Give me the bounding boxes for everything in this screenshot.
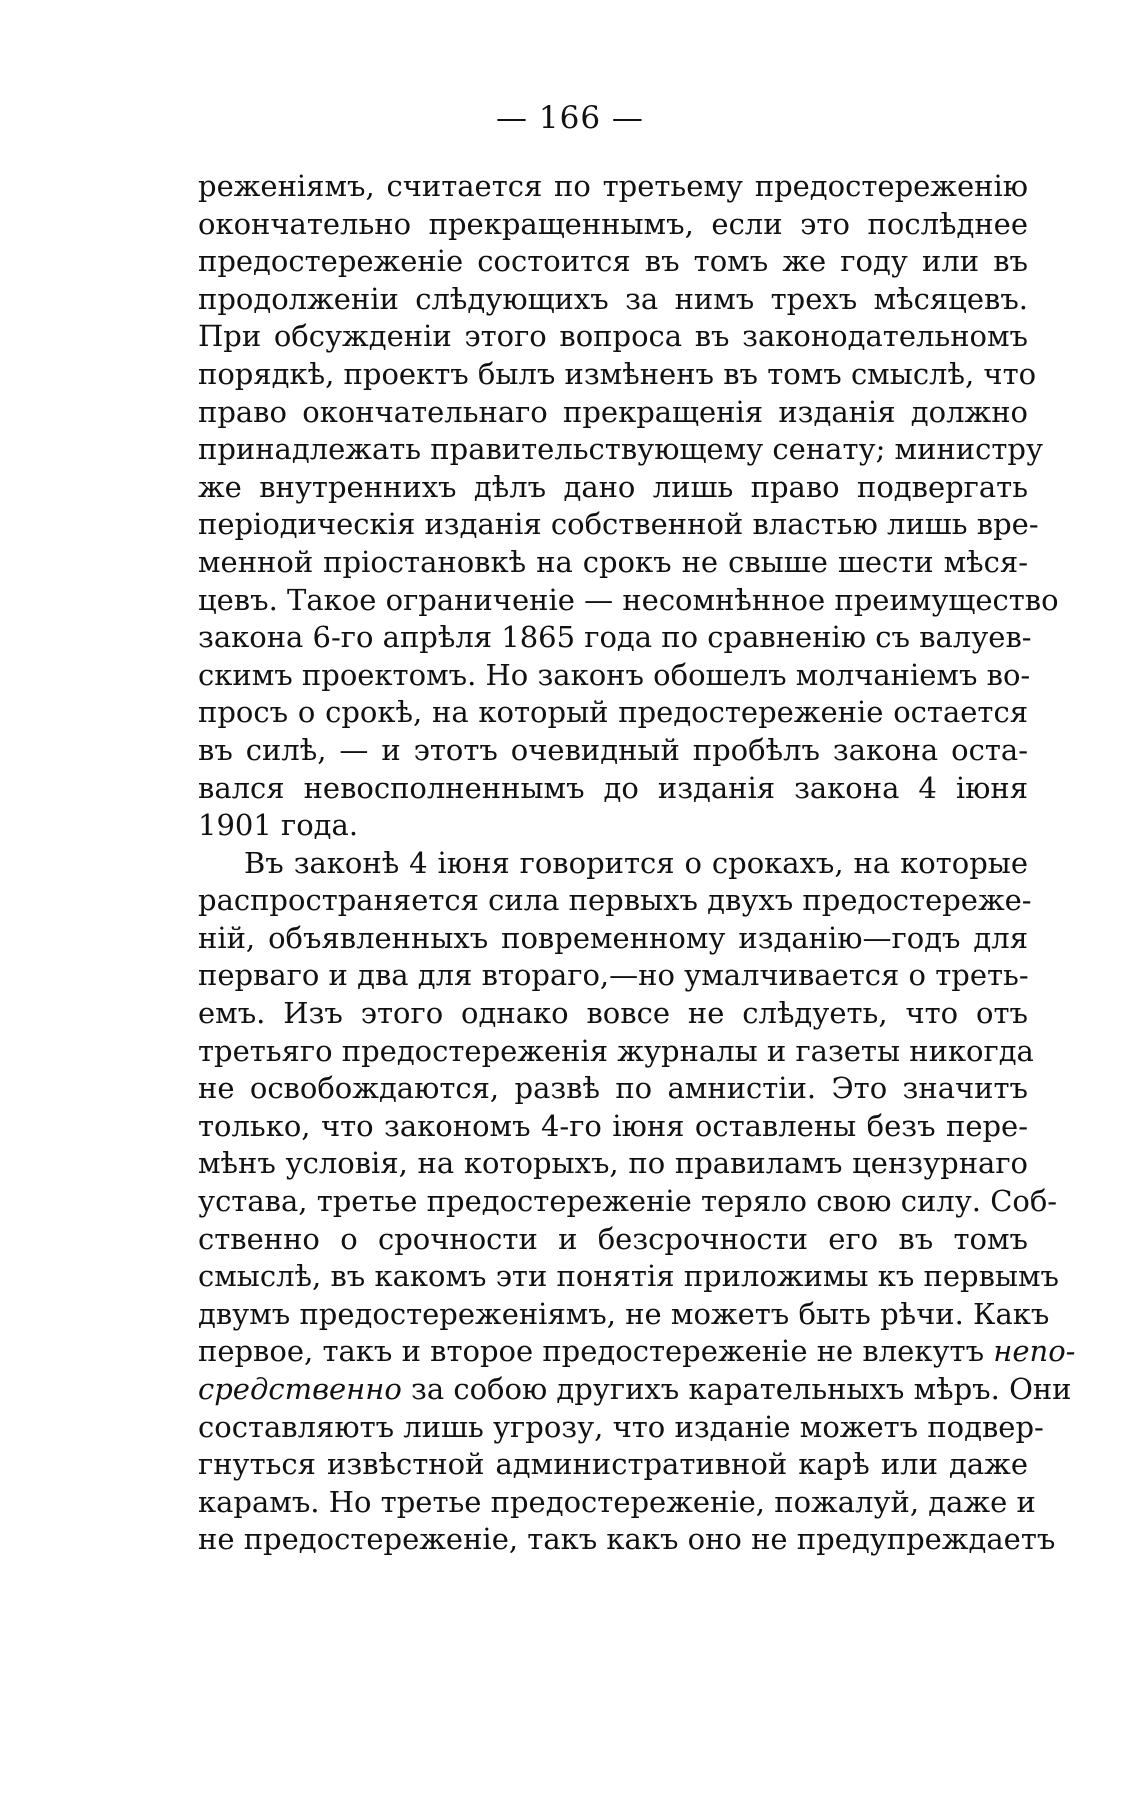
text-line: просъ о срокѣ, на который предостереженіе остается [198,695,1028,730]
text-line: двумъ предостереженіямъ, не можетъ быть рѣчи. Какъ [198,1296,1050,1331]
text-line: не освобождаются, развѣ по амнистіи. Это значитъ [198,1071,1028,1106]
text-line: порядкѣ, проектъ былъ измѣненъ въ томъ смыслѣ, что [198,356,1037,391]
text-line: продолженіи слѣдующихъ за нимъ трехъ мѣсяцевъ. [198,281,1028,316]
italic-fragment: непо- [993,1334,1076,1369]
text-line: емъ. Изъ этого однако вовсе не слѣдуеть, что отъ [198,996,1028,1031]
text-line: принадлежать правительствующему сенату; министру [198,432,1044,467]
text-line: гнуться извѣстной административной карѣ или даже [198,1447,1028,1482]
italic-fragment: средственно [198,1372,402,1406]
text-line: устава, третье предостереженіе теряло свою силу. Соб- [198,1184,1058,1219]
text-line: цевъ. Такое ограниченіе — несомнѣнное преимущество [198,582,1059,617]
text-line-with-italic [198,1333,1076,1371]
text-line: составляютъ лишь угрозу, что изданіе можетъ подвер- [198,1409,1044,1444]
text-line: При обсужденіи этого вопроса въ законодательномъ [198,319,1028,354]
text-line: же внутреннихъ дѣлъ дано лишь право подвергать [198,469,1028,504]
text-line-with-italic [198,1371,1072,1409]
text-line: не предостереженіе, такъ какъ оно не предупреждаетъ [198,1522,1056,1557]
text-line: въ силѣ, — и этотъ очевидный пробѣлъ закона оста- [198,732,1028,767]
page-number: — 166 — [496,100,644,136]
text-line: вался невосполненнымъ до изданія закона 4 іюня [198,770,1028,805]
text-line: менной пріостановкѣ на срокъ не свыше шести мѣся- [198,544,1028,579]
text-line: мѣнъ условія, на которыхъ, по правиламъ цензурнаго [198,1146,1028,1181]
text-line: право окончательнаго прекращенія изданія должно [198,394,1028,429]
text-line: перваго и два для втораго,—но умалчивается о треть- [198,958,1029,993]
text-fragment: первое, такъ и второе предостереженіе не влекутъ [198,1334,985,1369]
text-line: періодическія изданія собственной властью лишь вре- [198,507,1039,542]
text-line: Въ законѣ 4 іюня говорится о срокахъ, на которые [244,845,1028,880]
text-line: карамъ. Но третье предостереженіе, пожалуй, даже и [198,1484,1036,1519]
text-line: предостереженіе состоится въ томъ же году или въ [198,244,1028,279]
body-text [198,168,1076,1559]
text-line: распространяется сила первыхъ двухъ предостереже- [198,883,1032,918]
text-line: окончательно прекращеннымъ, если это послѣднее [198,206,1028,241]
text-line: ній, объявленныхъ повременному изданію—годъ для [198,920,1028,955]
text-line: третьяго предостереженія журналы и газеты никогда [198,1033,1034,1068]
text-fragment: за собою другихъ карательныхъ мѣръ. Они [411,1372,1072,1406]
text-line: ственно о срочности и безсрочности его въ томъ [198,1221,1028,1256]
text-line: скимъ проектомъ. Но законъ обошелъ молчаніемъ во- [198,657,1031,692]
text-line: только, что закономъ 4-го іюня оставлены безъ пере- [198,1108,1028,1143]
text-line: смыслѣ, въ какомъ эти понятія приложимы къ первымъ [198,1259,1059,1294]
text-line: реженіямъ, считается по третьему предостереженію [198,169,1028,203]
text-line: 1901 года. [198,808,359,843]
text-line: закона 6-го апрѣля 1865 года по сравненію съ валуев- [198,620,1032,655]
